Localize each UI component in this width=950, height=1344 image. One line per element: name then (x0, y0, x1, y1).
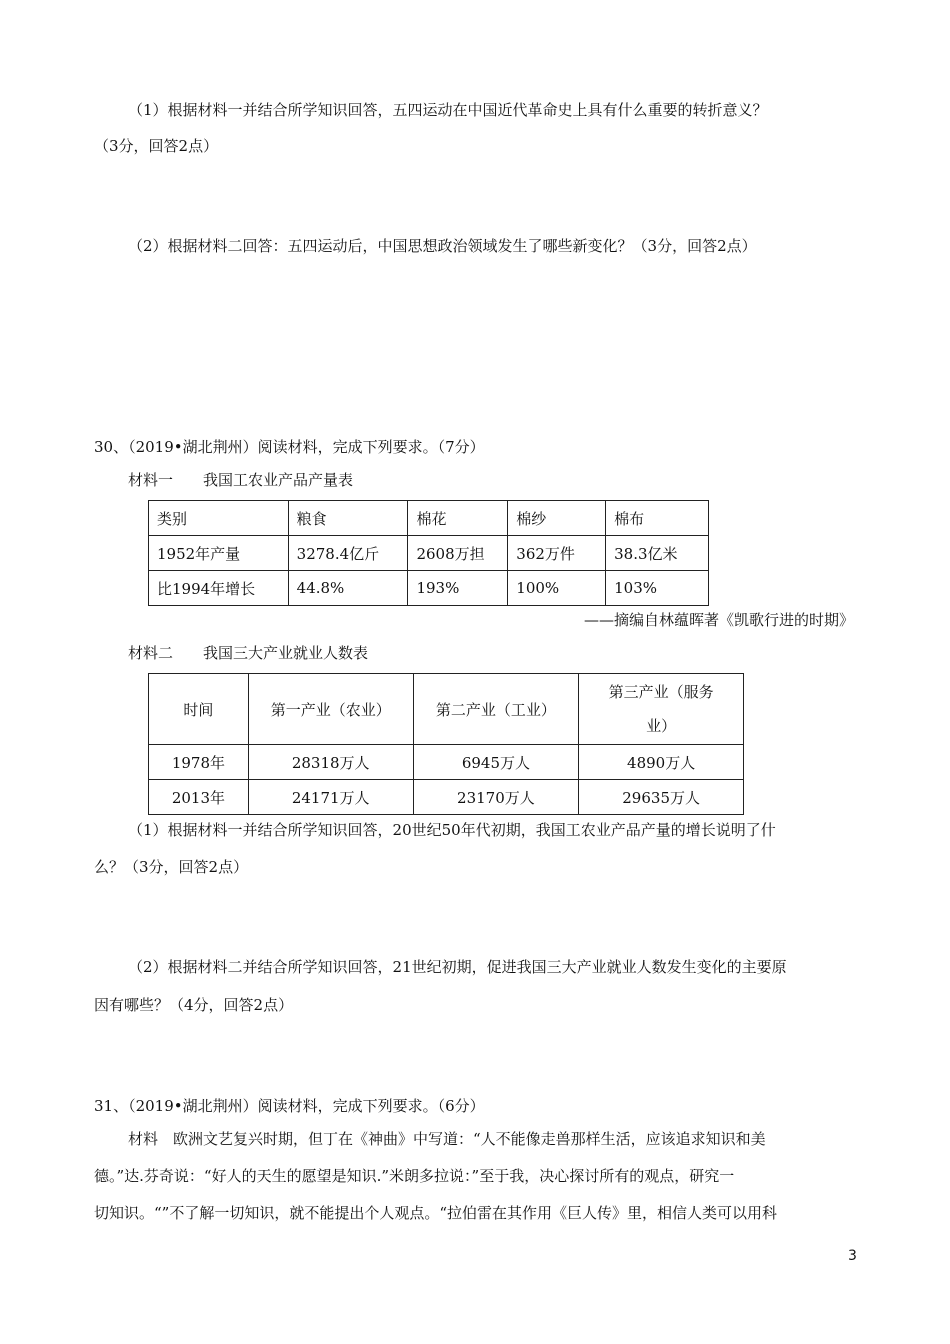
table-cell: 棉花 (408, 501, 508, 536)
q31-material-line3: 切知识。“”不了解一切知识，就不能提出个人观点。“拉伯雷在其作用《巨人传》里，相信人类可以用科 (94, 1204, 778, 1222)
table-row (149, 536, 709, 571)
table-cell (579, 674, 744, 745)
material2-title: 材料二 我国三大产业就业人数表 (128, 644, 369, 662)
q30-sub2-line2: 因有哪些？（4分，回答2点） (94, 996, 294, 1014)
table-cell: 23170万人 (413, 780, 579, 815)
q29-sub1-line1: （1）根据材料一并结合所学知识回答，五四运动在中国近代革命史上具有什么重要的转折意义？ (128, 101, 768, 119)
table-cell: 28318万人 (248, 745, 413, 780)
q31-heading: 31、（2019•湖北荆州）阅读材料，完成下列要求。（6分） (94, 1097, 485, 1115)
table-cell: 2608万担 (408, 536, 508, 571)
q30-heading: 30、（2019•湖北荆州）阅读材料，完成下列要求。（7分） (94, 438, 485, 456)
table-row (149, 780, 744, 815)
table-cell: 29635万人 (579, 780, 744, 815)
table-cell: 粮食 (288, 501, 408, 536)
table-cell: 第二产业（工业） (413, 674, 579, 745)
table-cell: 棉布 (606, 501, 709, 536)
table-cell: 2013年 (149, 780, 249, 815)
page-number: 3 (848, 1248, 857, 1264)
table-cell: 类别 (149, 501, 289, 536)
table-cell: 时间 (149, 674, 249, 745)
table-header-row (149, 674, 744, 745)
table-cell: 100% (508, 571, 606, 606)
table-cell: 第一产业（农业） (248, 674, 413, 745)
table-cell: 193% (408, 571, 508, 606)
table-header-row (149, 501, 709, 536)
q31-material-line2: 德。”达.芬奇说：“好人的天生的愿望是知识.”米朗多拉说：”至于我，决心探讨所有的观点，研究一 (94, 1167, 735, 1185)
employment-table (148, 673, 744, 815)
table-cell: 24171万人 (248, 780, 413, 815)
table-cell: 比1994年增长 (149, 571, 289, 606)
q30-sub1-line2: 么？（3分，回答2点） (94, 858, 249, 876)
q30-sub2-line1: （2）根据材料二并结合所学知识回答，21世纪初期，促进我国三大产业就业人数发生变化的主要原 (128, 958, 787, 976)
table-cell: 1952年产量 (149, 536, 289, 571)
material1-title: 材料一 我国工农业产品产量表 (128, 471, 354, 489)
q29-sub1-line2: （3分，回答2点） (94, 137, 219, 155)
source-citation: ——摘编自林蕴晖著《凯歌行进的时期》 (583, 611, 854, 629)
table-cell: 103% (606, 571, 709, 606)
header-line: 第三产业（服务 (608, 683, 714, 701)
table-cell: 44.8% (288, 571, 408, 606)
q29-sub2: （2）根据材料二回答：五四运动后，中国思想政治领域发生了哪些新变化？（3分，回答2点） (128, 237, 757, 255)
table-cell: 38.3亿米 (606, 536, 709, 571)
table-cell: 棉纱 (508, 501, 606, 536)
table-cell: 6945万人 (413, 745, 579, 780)
table-row (149, 745, 744, 780)
table-cell: 3278.4亿斤 (288, 536, 408, 571)
table-cell: 1978年 (149, 745, 249, 780)
table-cell: 362万件 (508, 536, 606, 571)
q30-sub1-line1: （1）根据材料一并结合所学知识回答，20世纪50年代初期，我国工农业产品产量的增长说明了什 (128, 821, 776, 839)
table-cell: 4890万人 (579, 745, 744, 780)
header-line: 业） (646, 717, 677, 735)
q31-material-line1: 材料 欧洲文艺复兴时期，但丁在《神曲》中写道：“人不能像走兽那样生活，应该追求知识和美 (128, 1130, 766, 1148)
production-table (148, 500, 709, 606)
table-row (149, 571, 709, 606)
